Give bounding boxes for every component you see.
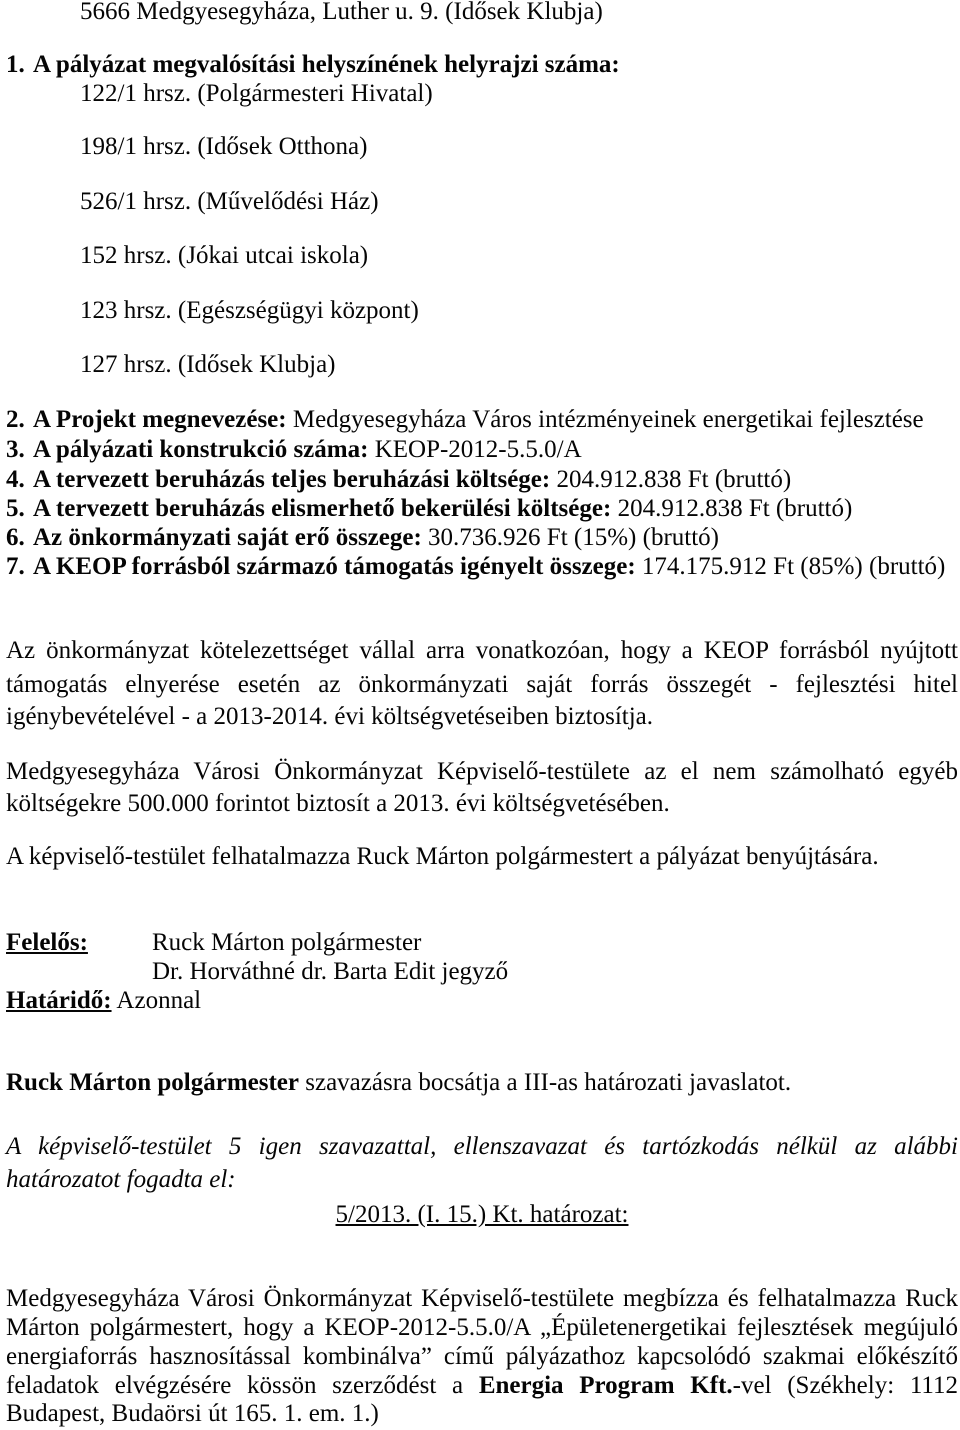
item-label: A Projekt megnevezése: xyxy=(33,406,287,433)
contractor-company: Energia Program Kft. xyxy=(478,1372,733,1399)
item-7 xyxy=(6,553,945,581)
item-label: A tervezett beruházás teljes beruházási költsége: xyxy=(33,466,551,493)
responsible-label: Felelős: xyxy=(6,929,88,956)
deadline-value: Azonnal xyxy=(116,987,202,1014)
responsible-person: Ruck Márton polgármester xyxy=(152,929,422,956)
item-value: 204.912.838 Ft (bruttó) xyxy=(617,495,853,522)
parcel-line: 198/1 hrsz. (Idősek Otthona) xyxy=(80,133,368,160)
item-value: 30.736.926 Ft (15%) (bruttó) xyxy=(428,524,719,551)
item-value: 204.912.838 Ft (bruttó) xyxy=(556,466,792,493)
item-value: Medgyesegyháza Város intézményeinek energetikai fejlesztése xyxy=(292,406,924,433)
commitment-paragraph-line: Az önkormányzat kötelezettséget vállal arra vonatkozóan, hogy a KEOP forrásból nyújtott xyxy=(6,637,958,664)
item-2 xyxy=(6,406,924,434)
ineligible-costs-paragraph-line: Medgyesegyháza Városi Önkormányzat Képviselő-testülete az el nem számolható egyéb xyxy=(6,758,958,785)
item-label: Az önkormányzati saját erő összege: xyxy=(33,524,422,551)
deadline-label: Határidő: xyxy=(6,987,112,1014)
contractor-line-text: feladatok elvégzésére kössön szerződést a xyxy=(6,1372,464,1399)
parcel-line: 123 hrsz. (Egészségügyi központ) xyxy=(80,297,419,324)
vote-call-text: szavazásra bocsátja a III-as határozati javaslatot. xyxy=(305,1069,792,1096)
parcel-line: 152 hrsz. (Jókai utcai iskola) xyxy=(80,242,369,269)
resolution-title xyxy=(6,1201,958,1229)
commitment-paragraph-line: igénybevételével - a 2013-2014. évi költségvetéseiben biztosítja. xyxy=(6,703,654,730)
parcel-line: 127 hrsz. (Idősek Klubja) xyxy=(80,351,336,378)
authorization-paragraph: A képviselő-testület felhatalmazza Ruck Márton polgármestert a pályázat benyújtására. xyxy=(6,843,879,870)
item-value: 174.175.912 Ft (85%) (bruttó) xyxy=(641,553,946,580)
item-number: 5. xyxy=(6,495,25,522)
item-label: A pályázat megvalósítási helyszínének helyrajzi száma: xyxy=(33,51,620,78)
item-number: 6. xyxy=(6,524,25,551)
vote-result-line: A képviselő-testület 5 igen szavazattal, ellenszavazat és tartózkodás nélkül az alábbi xyxy=(6,1133,958,1160)
responsible-person: Dr. Horváthné dr. Barta Edit jegyző xyxy=(152,958,509,985)
ineligible-costs-paragraph-line: költségekre 500.000 forintot biztosít a 2013. évi költségvetésében. xyxy=(6,790,670,817)
item-number: 7. xyxy=(6,553,25,580)
parcel-line: 526/1 hrsz. (Művelődési Ház) xyxy=(80,188,379,215)
deadline xyxy=(6,987,201,1015)
vote-call-speaker: Ruck Márton polgármester xyxy=(6,1069,299,1096)
vote-call xyxy=(6,1069,791,1097)
item-label: A KEOP forrásból származó támogatás igényelt összege: xyxy=(33,553,636,580)
item-5 xyxy=(6,495,852,523)
resolution-title-text: 5/2013. (I. 15.) Kt. határozat: xyxy=(335,1201,629,1228)
resolution-body-line: Márton polgármestert, hogy a KEOP-2012-5.5.0/A „Épületenergetikai fejlesztések megújuló xyxy=(6,1314,958,1341)
item-number: 3. xyxy=(6,436,25,463)
contractor-line-text: -vel (Székhely: 1112 xyxy=(732,1372,959,1399)
item-1 xyxy=(6,51,620,79)
address-line: 5666 Medgyesegyháza, Luther u. 9. (Idősek Klubja) xyxy=(80,0,603,25)
resolution-body-line: Medgyesegyháza Városi Önkormányzat Képviselő-testülete megbízza és felhatalmazza Ruck xyxy=(6,1285,958,1312)
item-number: 2. xyxy=(6,406,25,433)
item-3 xyxy=(6,436,582,464)
resolution-contractor-line xyxy=(6,1372,958,1400)
parcel-line: 122/1 hrsz. (Polgármesteri Hivatal) xyxy=(80,80,433,107)
resolution-body-line: Budapest, Budaörsi út 165. 1. em. 1.) xyxy=(6,1400,379,1427)
item-4 xyxy=(6,466,791,494)
item-6 xyxy=(6,524,719,552)
item-label: A tervezett beruházás elismerhető bekerülési költsége: xyxy=(33,495,612,522)
item-value: KEOP-2012-5.5.0/A xyxy=(374,436,582,463)
resolution-body-line: energiaforrás hasznosítással kombinálva” című pályázathoz kapcsolódó szakmai előkészítő xyxy=(6,1343,958,1370)
commitment-paragraph-line: támogatás elnyerése esetén az önkormányzati saját forrás összegét - fejlesztési hitel xyxy=(6,671,958,698)
item-number: 1. xyxy=(6,51,25,78)
vote-result-line: határozatot fogadta el: xyxy=(6,1166,236,1193)
item-label: A pályázati konstrukció száma: xyxy=(33,436,369,463)
item-number: 4. xyxy=(6,466,25,493)
